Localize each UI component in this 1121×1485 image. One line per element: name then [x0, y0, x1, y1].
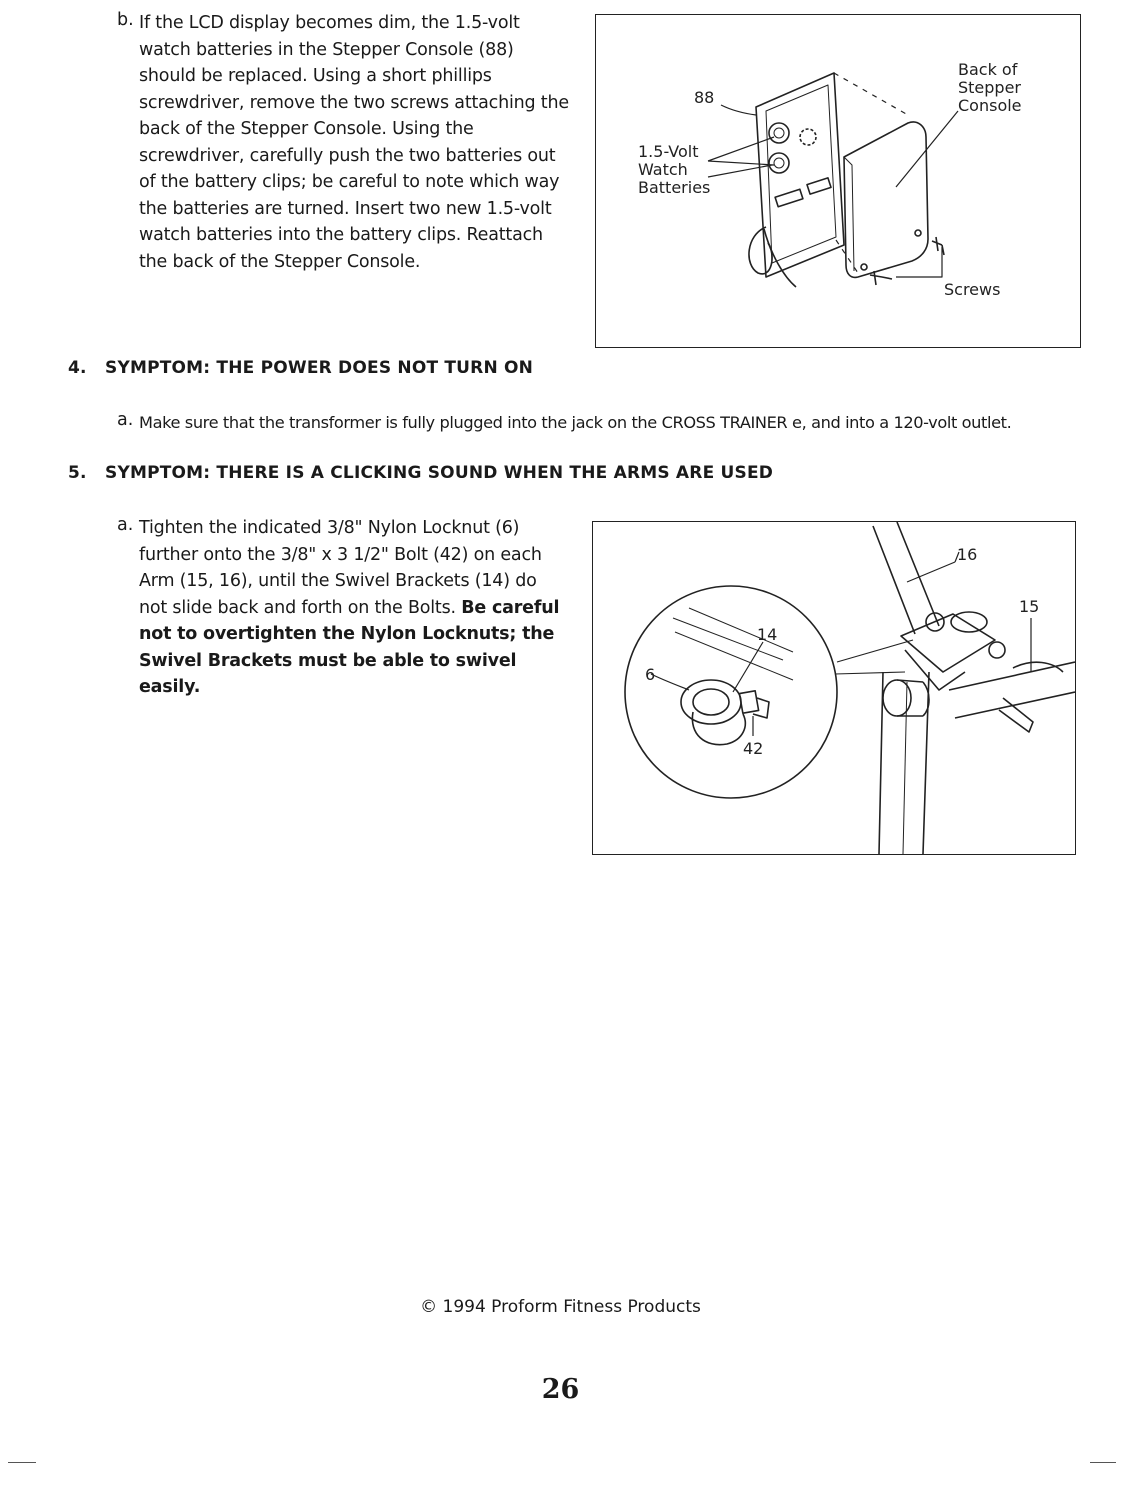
- console-illustration: [596, 15, 1080, 347]
- symptom-4-step-a-marker: a.: [117, 410, 134, 430]
- arm-16: [873, 522, 939, 634]
- label-back-line2: Stepper: [958, 78, 1022, 97]
- copyright: © 1994 Proform Fitness Products: [420, 1297, 701, 1317]
- arm-15: [949, 662, 1075, 718]
- detail-circle: [625, 586, 837, 798]
- battery-2: [769, 153, 789, 173]
- pivot-bracket: [901, 614, 995, 672]
- step-b-text: If the LCD display becomes dim, the 1.5-volt watch batteries in the Stepper Console (88) should be replaced. Using a short phillips screwdriver, remove the two screws attaching the back of the Stepper Console. Using the screwdriver, carefully push the two batteries out of the battery clips; be careful to note which way the batteries are turned. Insert two new 1.5-volt watch batteries into the battery clips. Reattach the back of the Stepper Console.: [139, 13, 569, 272]
- locknut-6: [681, 680, 741, 724]
- label-88: 88: [694, 88, 715, 107]
- symptom-5-step-a-body: [139, 515, 567, 701]
- figure-console-batteries: [595, 14, 1081, 348]
- symptom-5-number: 5.: [68, 463, 87, 483]
- symptom-4-number: 4.: [68, 358, 87, 378]
- swivel-illustration: [593, 522, 1075, 854]
- step-b-marker: b.: [117, 10, 134, 30]
- label-6: 6: [645, 665, 656, 684]
- symptom-5-title: SYMPTOM: THERE IS A CLICKING SOUND WHEN THE ARMS ARE USED: [105, 463, 774, 483]
- label-batteries-line1: 1.5-Volt: [638, 142, 699, 161]
- symptom-5-step-a-warning: Be careful not to overtighten the Nylon Locknuts; the Swivel Brackets must be able to swivel easily.: [139, 597, 560, 697]
- scan-mark-right: [1090, 1462, 1116, 1463]
- symptom-4-step-a-text: Make sure that the transformer is fully plugged into the jack on the CROSS TRAINER e, and into a 120-volt outlet.: [139, 413, 1012, 432]
- scan-mark-left: [8, 1462, 36, 1463]
- battery-1: [769, 123, 789, 143]
- label-back-line1: Back of: [958, 60, 1018, 79]
- label-batteries-line3: Batteries: [638, 178, 711, 197]
- label-16: 16: [957, 545, 978, 564]
- label-back-line3: Console: [958, 96, 1022, 115]
- label-14: 14: [757, 625, 778, 644]
- symptom-5-step-a-marker: a.: [117, 515, 134, 535]
- label-15: 15: [1019, 597, 1040, 616]
- bolt-42: [739, 691, 758, 713]
- label-screws: Screws: [944, 280, 1001, 299]
- label-batteries-line2: Watch: [638, 160, 688, 179]
- page-number: 26: [541, 1374, 580, 1405]
- figure-swivel-bracket: [592, 521, 1076, 855]
- label-42: 42: [743, 739, 764, 758]
- symptom-4-title: SYMPTOM: THE POWER DOES NOT TURN ON: [105, 358, 534, 378]
- symptom-5-step-a-text: Tighten the indicated 3/8" Nylon Locknut (6) further onto the 3/8" x 3 1/2" Bolt (42) on each Arm (15, 16), until the Swivel Brackets (14) do not slide back and forth on the Bolts.: [139, 518, 542, 618]
- console-back-cover: [844, 122, 928, 277]
